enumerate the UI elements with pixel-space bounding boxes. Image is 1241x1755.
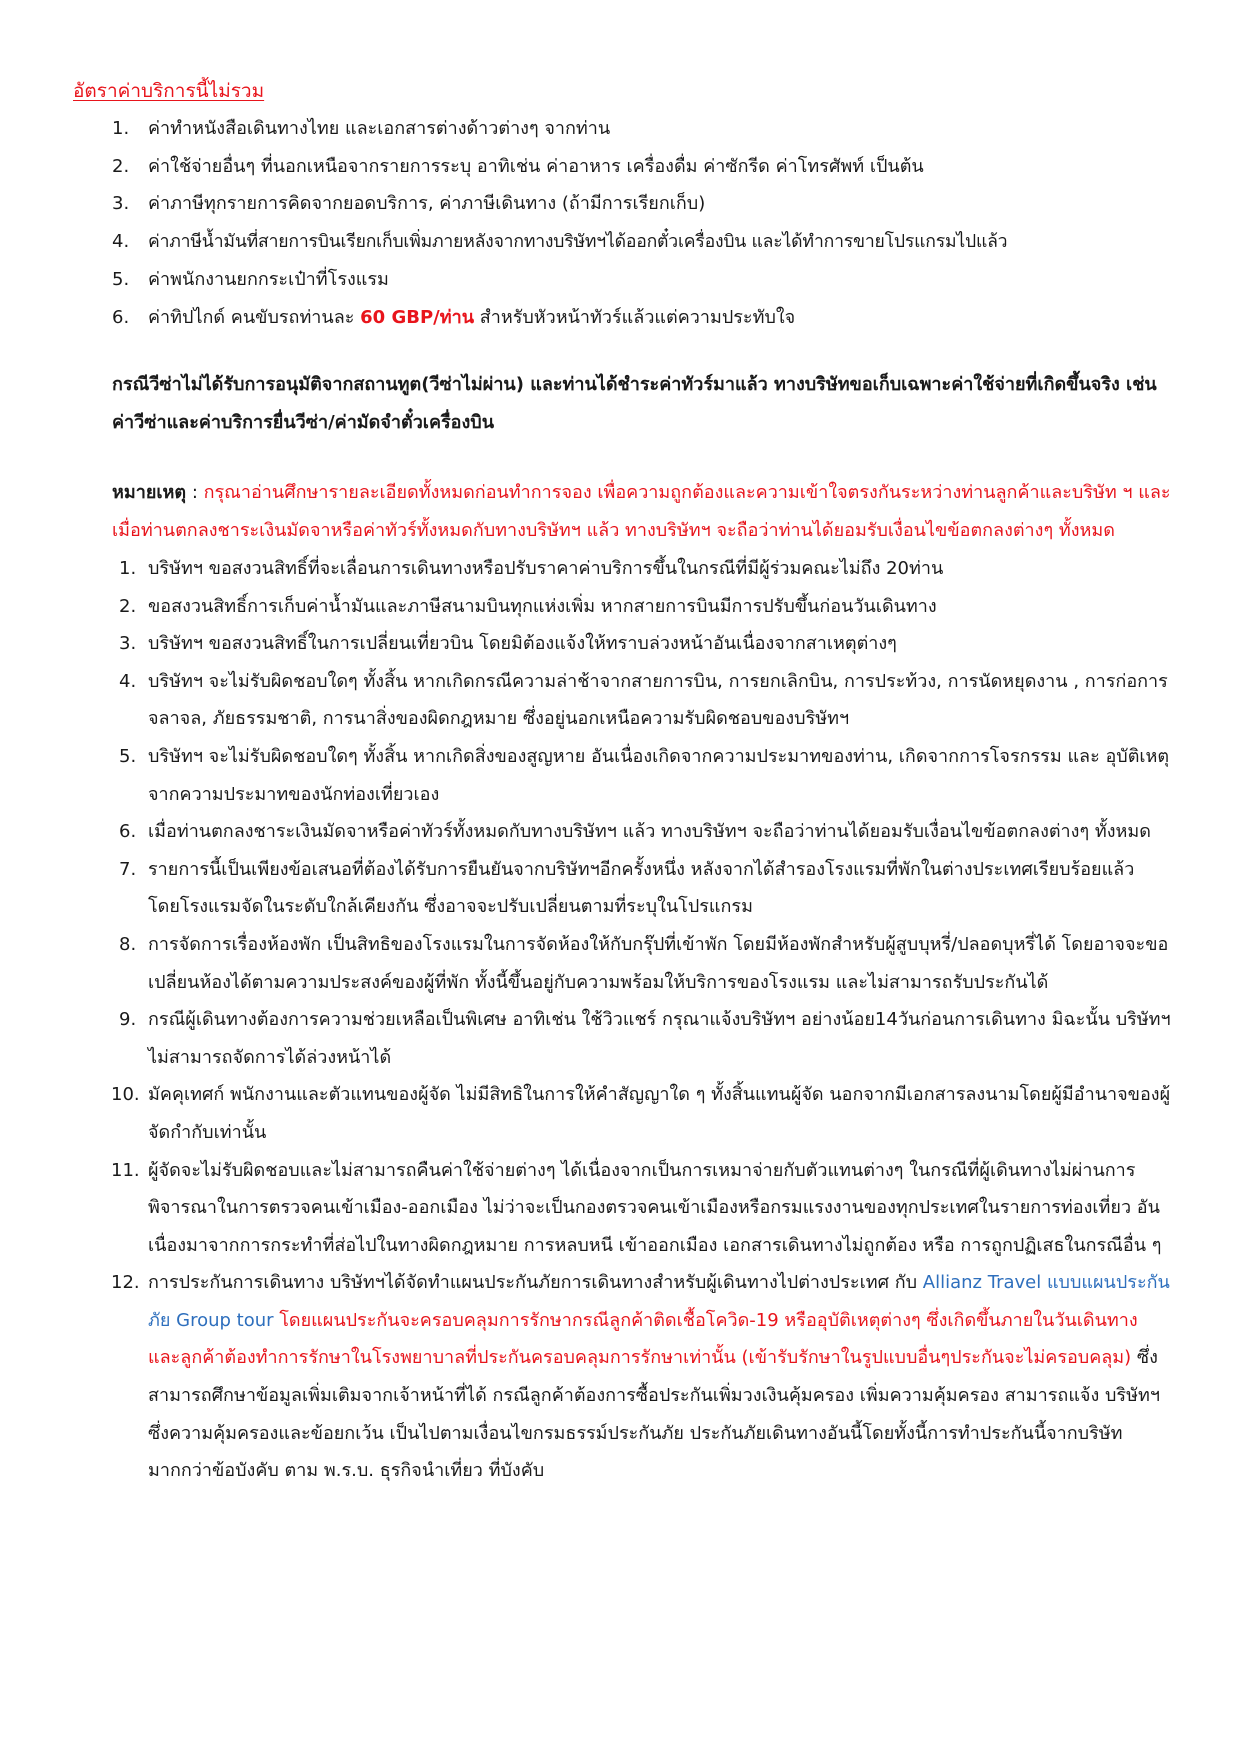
item-text: เมื่อท่านตกลงชาระเงินมัดจาหรือค่าทัวร์ทั้งหมดกับทางบริษัทฯ แล้ว ทางบริษัทฯ จะถือว่าท่านได้ยอมรับเงื่อนไขข้อตกลงต่างๆ ทั้งหมด (148, 821, 1151, 843)
list-item (73, 625, 1171, 663)
list-item (73, 663, 1171, 738)
item-text: รายการนี้เป็นเพียงข้อเสนอที่ต้องได้รับการยืนยันจากบริษัทฯอีกครั้งหนึ่ง หลังจากได้สำรองโรงแรมที่พักในต่างประเทศเรียบร้อยแล้ว โดยโรงแรมจัดในระดับใกล้เคียงกัน ซึ่งอาจจะปรับเปลี่ยนตามที่ระบุในโปรแกรม (148, 858, 1135, 918)
item-number: 4. (112, 230, 130, 252)
list-item (73, 1076, 1171, 1151)
list-item (73, 926, 1171, 1001)
list-item (73, 223, 1171, 262)
item-number: 3. (112, 193, 130, 214)
insurance-plan-name: Allianz Travel แบบแผนประกันภัย Group tour (148, 1272, 1170, 1331)
list-item (73, 588, 1171, 626)
item-text: ค่าภาษีทุกรายการคิดจากยอดบริการ, ค่าภาษีเดินทาง (ถ้ามีการเรียกเก็บ) (148, 193, 706, 214)
item-text: สำหรับหัวหน้าทัวร์แล้วแต่ความประทับใจ (474, 306, 796, 328)
item-text: ค่าใช้จ่ายอื่นๆ ที่นอกเหนือจากรายการระบุ อาทิเช่น ค่าอาหาร เครื่องดื่ม ค่าซักรีด ค่าโทรศัพท์ เป็นต้น (148, 155, 924, 177)
visa-note: กรณีวีซ่าไม่ได้รับการอนุมัติจากสถานทูต(วีซ่าไม่ผ่าน) และท่านได้ชำระค่าทัวร์มาแล้ว ทางบริษัทขอเก็บเฉพาะค่าใช้จ่ายที่เกิดขึ้นจริง เช่นค่าวีซ่าและค่าบริการยื่นวีซ่า/ค่ามัดจำตั๋วเครื่องบิน (112, 374, 1157, 433)
item-text: มัคคุเทศก์ พนักงานและตัวแทนของผู้จัด ไม่มีสิทธิในการให้คำสัญญาใด ๆ ทั้งสิ้นแทนผู้จัด นอกจากมีเอกสารลงนามโดยผู้มีอำนาจของผู้จัดกำกับเท่านั้น (148, 1084, 1171, 1143)
item-number: 10. (111, 1084, 140, 1106)
list-item (73, 550, 1171, 588)
item-text: การจัดการเรื่องห้องพัก เป็นสิทธิของโรงแรมในการจัดห้องให้กับกรุ๊ปที่เข้าพัก โดยมีห้องพักสำหรับผู้สูบบุหรี่/ปลอดบุหรี่ได้ โดยอาจจะขอเปลี่ยนห้องได้ตามความประสงค์ของผู้ที่พัก ทั้งนี้ขึ้นอยู่กับความพร้อมให้บริการของโรงแรม และไม่สามารถรับประกันได้ (148, 933, 1169, 993)
item-number: 6. (119, 821, 137, 843)
item-text: กรณีผู้เดินทางต้องการความช่วยเหลือเป็นพิเศษ อาทิเช่น ใช้วิวแชร์ กรุณาแจ้งบริษัทฯ อย่างน้อย14วันก่อนการเดินทาง มิฉะนั้น บริษัทฯไม่สามารถจัดการได้ล่วงหน้าได้ (148, 1009, 1171, 1068)
list-item (73, 148, 1171, 186)
item-number: 12. (111, 1272, 140, 1294)
item-text: บริษัทฯ จะไม่รับผิดชอบใดๆ ทั้งสิ้น หากเกิดสิ่งของสูญหาย อันเนื่องเกิดจากความประมาทของท่าน, เกิดจากการโจรกรรม และ อุบัติเหตุจากความประมาทของนักท่องเที่ยวเอง (148, 745, 1170, 805)
list-item (73, 813, 1171, 851)
item-text: ซึ่งสามารถศึกษาข้อมูลเพิ่มเติมจากเจ้าหน้าที่ได้ กรณีลูกค้าต้องการซื้อประกันเพิ่มวงเงินคุ้มครอง เพิ่มความคุ้มครอง สามารถแจ้ง บริษัทฯ ซึ่งความคุ้มครองและข้อยกเว้น เป็นไปตามเงื่อนไขกรมธรรม์ประกันภัย ประกันภัยเดินทางอันนี้โดยทั้งนี้การทำประกันนี้จากบริษัท มากกว่าข้อบังคับ ตาม พ.ร.บ. ธุรกิจนำเที่ยว ที่บังคับ (148, 1347, 1160, 1482)
item-number: 9. (119, 1009, 137, 1031)
item-number: 5. (112, 269, 130, 290)
item-text: ค่าพนักงานยกกระเป๋าที่โรงแรม (148, 269, 389, 290)
list-item (73, 185, 1171, 223)
remark-paragraph (73, 474, 1171, 550)
list-item (73, 110, 1171, 148)
remark-text: กรุณาอ่านศึกษารายละเอียดทั้งหมดก่อนทำการจอง เพื่อความถูกต้องและความเข้าใจตรงกันระหว่างท่านลูกค้าและบริษัท ฯ และเมื่อท่านตกลงชาระเงินมัดจาหรือค่าทัวร์ทั้งหมดกับทางบริษัทฯ แล้ว ทางบริษัทฯ จะถือว่าท่านได้ยอมรับเงื่อนไขข้อตกลงต่างๆ ทั้งหมด (112, 482, 1171, 541)
item-number: 5. (119, 745, 137, 767)
list-item (73, 738, 1171, 813)
list-item (73, 1001, 1171, 1076)
item-number: 2. (112, 155, 130, 177)
insurance-coverage-note: โดยแผนประกันจะครอบคลุมการรักษากรณีลูกค้าติดเชื้อโควิด-19 หรืออุบัติเหตุต่างๆ ซึ่งเกิดขึ้นภายในวันเดินทาง และลูกค้าต้องทำการรักษาในโรงพยาบาลที่ประกันครอบคลุมการรักษาเท่านั้น (เข้ารับรักษาในรูปแบบอื่นๆประกันจะไม่ครอบคลุม) (148, 1309, 1138, 1369)
excluded-list (73, 110, 1171, 336)
item-number: 4. (119, 670, 137, 692)
item-number: 3. (119, 633, 137, 655)
item-number: 7. (119, 858, 137, 880)
remark-label: หมายเหตุ (112, 482, 187, 503)
list-item (73, 299, 1171, 337)
item-number: 11. (111, 1159, 140, 1181)
item-text: ค่าทิปไกด์ คนขับรถท่านละ (148, 306, 361, 328)
list-item (73, 1152, 1171, 1265)
remark-separator: : (186, 482, 204, 503)
item-number: 2. (119, 595, 137, 617)
item-text: บริษัทฯ ขอสงวนสิทธิ์ที่จะเลื่อนการเดินทางหรือปรับราคาค่าบริการขึ้นในกรณีที่มีผู้ร่วมคณะไม่ถึง 20ท่าน (148, 558, 944, 579)
excluded-heading: อัตราค่าบริการนี้ไม่รวม (73, 80, 265, 102)
tip-amount: 60 GBP/ท่าน (360, 306, 475, 328)
item-text: บริษัทฯ ขอสงวนสิทธิ์ในการเปลี่ยนเที่ยวบิน โดยมิต้องแจ้งให้ทราบล่วงหน้าอันเนื่องจากสาเหตุต่างๆ (148, 633, 897, 655)
item-text: ขอสงวนสิทธิ์การเก็บค่าน้ำมันและภาษีสนามบินทุกแห่งเพิ่ม หากสายการบินมีการปรับขึ้นก่อนวันเดินทาง (148, 595, 937, 617)
item-text: บริษัทฯ จะไม่รับผิดชอบใดๆ ทั้งสิ้น หากเกิดกรณีความล่าช้าจากสายการบิน, การยกเลิกบิน, การประท้วง, การนัดหยุดงาน , การก่อการจลาจล, ภัยธรรมชาติ, การนาสิ่งของผิดกฎหมาย ซึ่งอยู่นอกเหนือความรับผิดชอบของบริษัทฯ (148, 670, 1168, 730)
list-item (73, 1264, 1171, 1490)
item-number: 1. (112, 118, 130, 139)
item-text: ผู้จัดจะไม่รับผิดชอบและไม่สามารถคืนค่าใช้จ่ายต่างๆ ได้เนื่องจากเป็นการเหมาจ่ายกับตัวแทนต่างๆ ในกรณีที่ผู้เดินทางไม่ผ่านการพิจารณาในการตรวจคนเข้าเมือง-ออกเมือง ไม่ว่าจะเป็นกองตรวจคนเข้าเมืองหรือกรมแรงงานของทุกประเทศในรายการท่องเที่ยว อันเนื่องมาจากการกระทำที่ส่อไปในทางผิดกฎหมาย การหลบหนี เข้าออกเมือง เอกสารเดินทางไม่ถูกต้อง หรือ การถูกปฏิเสธในกรณีอื่น ๆ (148, 1159, 1162, 1256)
item-number: 1. (119, 558, 137, 579)
item-number: 6. (112, 306, 130, 328)
list-item (73, 851, 1171, 926)
item-text: การประกันการเดินทาง บริษัทฯได้จัดทำแผนประกันภัยการเดินทางสำหรับผู้เดินทางไปต่างประเทศ กับ (148, 1272, 923, 1294)
conditions-list (73, 550, 1171, 1490)
list-item (73, 261, 1171, 299)
item-text: ค่าภาษีน้ำมันที่สายการบินเรียกเก็บเพิ่มภายหลังจากทางบริษัทฯได้ออกตั๋วเครื่องบิน และได้ทำการขายโปรแกรมไปแล้ว (148, 231, 1008, 252)
item-number: 8. (119, 933, 137, 955)
item-text: ค่าทำหนังสือเดินทางไทย และเอกสารต่างด้าวต่างๆ จากท่าน (148, 118, 611, 139)
